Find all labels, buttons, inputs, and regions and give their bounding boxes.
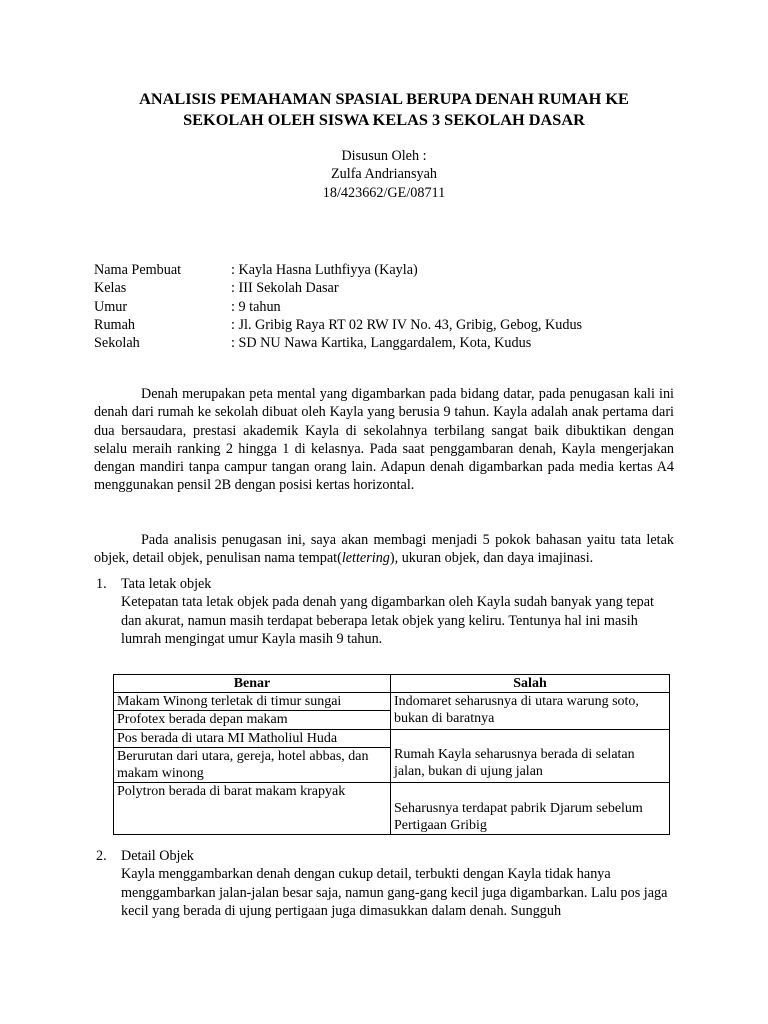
title-line-2: SEKOLAH OLEH SISWA KELAS 3 SEKOLAH DASAR xyxy=(183,109,585,129)
salah-cell: Indomaret seharusnya di utara warung soto, bukan di baratnya xyxy=(391,693,670,729)
benar-cell: Polytron berada di barat makam krapyak xyxy=(114,783,391,835)
info-row xyxy=(94,334,674,352)
table-row xyxy=(114,729,670,747)
table-row xyxy=(114,693,670,711)
info-value: : Jl. Gribig Raya RT 02 RW IV No. 43, Gribig, Gebog, Kudus xyxy=(231,316,583,333)
comparison-table xyxy=(113,674,670,835)
author-name: Zulfa Andriansyah xyxy=(331,166,437,183)
list-body: Kayla menggambarkan denah dengan cukup detail, terbukti dengan Kayla tidak hanya menggambarkan jalan-jalan besar saja, namun gang-gang kecil juga digambarkan. Lalu pos jaga kecil yang berada di ujung pertigaan juga dimasukkan dalam denah. Sungguh xyxy=(121,866,668,919)
benar-cell: Berurutan dari utara, gereja, hotel abbas, dan makam winong xyxy=(114,747,391,782)
author-label: Disusun Oleh : xyxy=(341,148,427,164)
title-line-1: ANALISIS PEMAHAMAN SPASIAL BERUPA DENAH RUMAH KE xyxy=(139,89,629,108)
info-row xyxy=(94,316,674,334)
info-value: : SD NU Nawa Kartika, Langgardalem, Kota, Kudus xyxy=(231,335,532,352)
benar-cell: Makam Winong terletak di timur sungai xyxy=(114,693,391,711)
author-id: 18/423662/GE/08711 xyxy=(322,184,446,201)
table-row xyxy=(114,783,670,835)
info-value: : 9 tahun xyxy=(231,298,281,315)
info-label: Kelas xyxy=(94,280,127,297)
info-label: Nama Pembuat xyxy=(94,262,182,278)
info-value: : Kayla Hasna Luthfiyya (Kayla) xyxy=(231,262,418,278)
info-label: Rumah xyxy=(94,316,135,333)
salah-cell: Rumah Kayla seharusnya berada di selatan jalan, bukan di ujung jalan xyxy=(391,729,670,783)
info-label: Umur xyxy=(94,298,128,315)
author-block xyxy=(94,147,674,202)
paragraph-overview-text-1: Pada analisis penugasan ini, saya akan membagi menjadi 5 pokok bahasan yaitu tata letak objek, detail objek, penulisan nama tempat( xyxy=(94,532,674,567)
list-number: 1. xyxy=(96,576,107,592)
list-heading: Detail Objek xyxy=(121,848,194,864)
list-number: 2. xyxy=(96,848,107,864)
info-value: : III Sekolah Dasar xyxy=(231,280,339,297)
paragraph-overview xyxy=(94,531,674,568)
benar-cell: Profotex berada depan makam xyxy=(114,711,391,729)
header-benar: Benar xyxy=(114,675,391,693)
info-table xyxy=(94,261,674,352)
paragraph-intro: Denah merupakan peta mental yang digambarkan pada bidang datar, pada penugasan kali ini denah dari rumah ke sekolah dibuat oleh Kayla yang berusia 9 tahun. Kayla adalah anak pertama dari dua bersaudara, prestasi akademik Kayla di sekolahnya terbilang sangat baik dibuktikan dengan selalu meraih ranking 2 hingga 1 di kelasnya. Pada saat penggambaran denah, Kayla mengerjakan dengan mandiri tanpa campur tangan orang lain. Adapun denah digambarkan pada media kertas A4 menggunakan pensil 2B dengan posisi kertas horizontal. xyxy=(94,386,674,494)
table-header-row xyxy=(114,675,670,693)
benar-cell: Pos berada di utara MI Matholiul Huda xyxy=(114,729,391,747)
paragraph-overview-text-2: ), ukuran objek, dan daya imajinasi. xyxy=(389,550,594,567)
header-salah: Salah xyxy=(391,675,670,693)
info-row xyxy=(94,261,674,279)
list-body: Ketepatan tata letak objek pada denah yang digambarkan oleh Kayla sudah banyak yang tepat dan akurat, namun masih terdapat beberapa letak objek yang keliru. Tentunya hal ini masih lumrah mengingat umur Kayla masih 9 tahun. xyxy=(121,594,655,647)
info-label: Sekolah xyxy=(94,335,140,352)
paragraph-overview-italic: lettering xyxy=(341,550,390,567)
info-row xyxy=(94,298,674,316)
list-heading: Tata letak objek xyxy=(121,576,212,592)
document-title xyxy=(94,89,674,130)
salah-cell: Seharusnya terdapat pabrik Djarum sebelum Pertigaan Gribig xyxy=(391,783,670,835)
info-row xyxy=(94,279,674,297)
